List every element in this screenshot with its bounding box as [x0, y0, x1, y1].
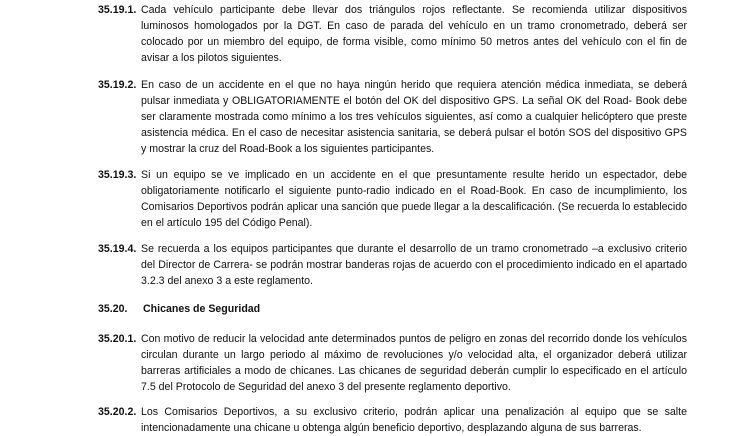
section-text-35-19-2: En caso de un accidente en el que no haya ningún herido que requiera atención médica inmediata, se deberá pulsar inmediata y OBLIGATORIAMENTE el botón del OK del dispositivo GPS. La señal OK del Road- Book debe ser claramente mostrada como mínimo a los tres vehículos siguientes, así como a cualquier helicóptero que preste asistencia médica. En el caso de necesitar asistencia sanitaria, se deberá pulsar el botón SOS del dispositivo GPS y mostrar la cruz del Road-Book a los siguientes participantes. [141, 79, 687, 155]
section-number-35-19-1: 35.19.1. [98, 4, 137, 16]
heading-title: Chicanes de Seguridad [143, 303, 261, 315]
section-number-35-20-2: 35.20.2. [98, 406, 137, 418]
section-text-35-19-4: Se recuerda a los equipos participantes que durante el desarrollo de un tramo cronometrado –a exclusivo criterio del Director de Carrera- se podrán mostrar banderas rojas de acuerdo con el procedimiento indicado en el apartado 3.2.3 del anexo 3 a este reglamento. [141, 243, 687, 287]
section-number-35-19-4: 35.19.4. [98, 243, 137, 255]
section-number-35-19-3: 35.19.3. [98, 169, 137, 181]
section-text-35-19-3: Si un equipo se ve implicado en un accidente en el que presuntamente resulte herido un espectador, debe obligatoriamente notificarlo el siguiente punto-radio indicado en el Road-Book. En caso de incumplimiento, los Comisarios Deportivos podrán aplicar una sanción que puede llegar a la descalificación. (Se recuerda lo establecido en el artículo 195 del Código Penal). [141, 169, 687, 229]
heading-number: 35.20. [98, 303, 128, 315]
section-number-35-20-1: 35.20.1. [98, 333, 137, 345]
section-number-35-19-2: 35.19.2. [98, 79, 137, 91]
section-text-35-20-1: Con motivo de reducir la velocidad ante determinados puntos de peligro en zonas del recorrido donde los vehículos circulan durante un largo periodo al máximo de revoluciones y/o velocidad alta, el organizador deberá utilizar barreras artificiales a modo de chicanes. Las chicanes de seguridad deberán cumplir lo especificado en el artículo 7.5 del Protocolo de Seguridad del anexo 3 del presente reglamento deportivo. [141, 333, 687, 393]
section-text-35-19-1: Cada vehículo participante debe llevar dos triángulos rojos reflectante. Se recomienda utilizar dispositivos luminosos homologados por la DGT. En caso de parada del vehículo en un tramo cronometrado, deberá ser colocado por un miembro del equipo, de forma visible, como mínimo 50 metros antes del vehículo con el fin de avisar a los pilotos siguientes. [141, 4, 687, 64]
section-text-35-20-2: Los Comisarios Deportivos, a su exclusivo criterio, podrán aplicar una penalización al equipo que se salte intencionadamente una chicane u obtenga algún beneficio deportivo, desplazando alguna de sus barreras. [141, 406, 687, 434]
